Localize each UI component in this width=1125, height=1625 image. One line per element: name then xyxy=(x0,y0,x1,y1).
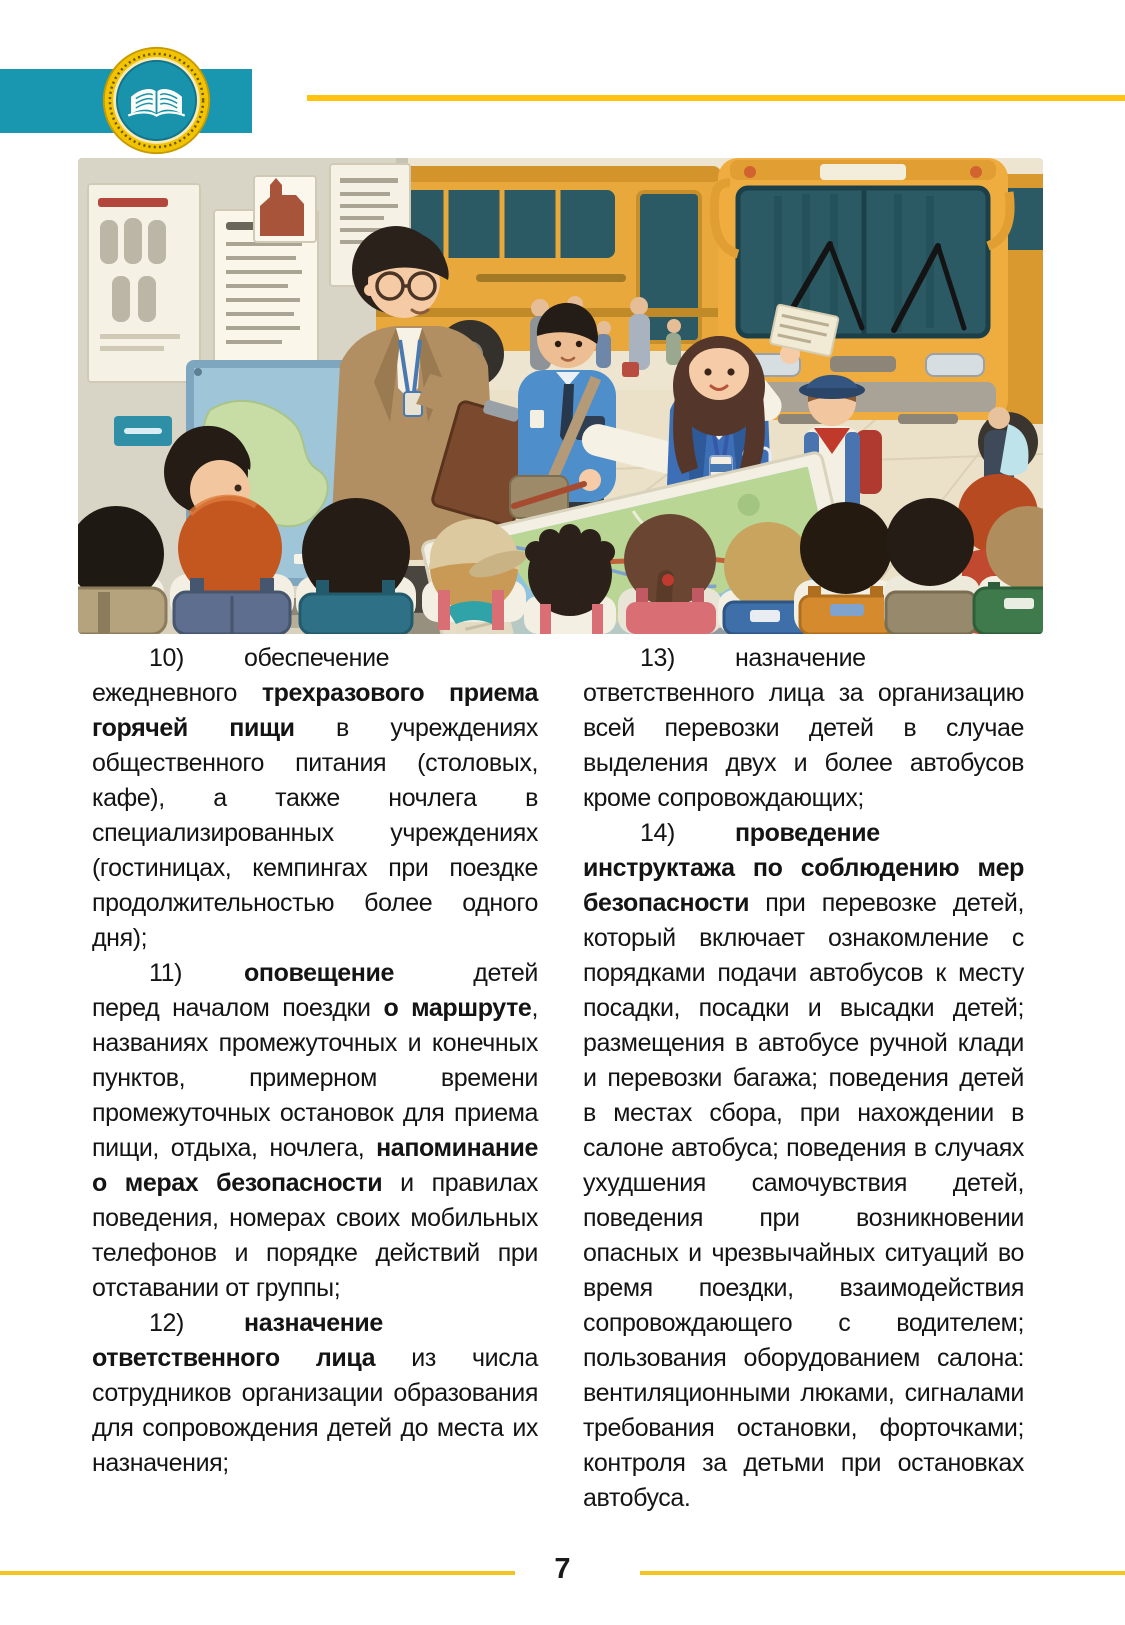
paragraph-number: 11) xyxy=(149,959,183,987)
paragraph-number: 12) xyxy=(149,1309,184,1337)
headlight-right xyxy=(926,354,984,376)
trip-briefing-illustration xyxy=(78,158,1043,634)
text-run: из числа сотрудников организации образования для сопровождения детей до места их назначения; xyxy=(92,1344,538,1477)
child-orange-backpack xyxy=(794,502,898,634)
text-run-bold: о маршруте xyxy=(383,994,532,1022)
text-run: , названиях промежуточных и конечных пунктов, примерном времени промежуточных остановок для приема пищи, отдыха, ночлега, xyxy=(92,994,538,1162)
text-run-bold: назначение ответственного лица xyxy=(92,1309,383,1372)
footer-rule-right xyxy=(640,1571,1125,1575)
text-column-left xyxy=(92,641,538,1481)
text-run: детей перед началом поездки xyxy=(92,959,538,1022)
child-khaki-backpack xyxy=(78,506,166,634)
text-run: при перевозке детей, который включает ознакомление с порядками подачи автобусов к месту посадки, посадки и высадки детей; размещения в автобусе ручной клади и перевозки багажа; поведения детей в местах сбора, при нахождении в салоне автобуса; поведения в случаях ухудшения самочувствия детей, поведения при возникновении опасных и чрезвычайных ситуаций во время поездки, взаимодействия сопровождающего с водителем; пользования оборудованием салона: вентиляционными люками, сигналами требования остановки, форточками; контроля за детьми при остановках автобуса. xyxy=(583,889,1024,1512)
child-grey-backpack xyxy=(884,498,980,634)
text-run: назначение ответственного лица за организацию всей перевозки детей в случае выделения двух и более автобусов кроме сопровождающих; xyxy=(583,644,1024,812)
bus-side-lettering xyxy=(476,274,626,282)
child-teal-backpack xyxy=(296,498,416,634)
text-run: и правилах поведения, номерах своих мобильных телефонов и порядке действий при отставании от группы; xyxy=(92,1169,538,1302)
ministry-emblem-logo xyxy=(100,44,213,157)
paragraph-item-12 xyxy=(92,1306,538,1481)
illustration-canvas xyxy=(78,158,1043,634)
page-number: 7 xyxy=(554,1553,571,1585)
paragraph-item-11 xyxy=(92,956,538,1306)
text-run-bold: оповещение xyxy=(244,959,394,987)
paragraph-item-10 xyxy=(92,641,538,956)
paragraph-number: 13) xyxy=(640,644,675,672)
paragraph-item-14 xyxy=(583,816,1024,1516)
paragraph-number: 10) xyxy=(149,644,184,672)
text-run-bold: трехразового приема горячей пищи xyxy=(92,679,538,742)
text-run-bold: проведение инструктажа по соблюдению мер безопасности xyxy=(583,819,1024,917)
paragraph-number: 14) xyxy=(640,819,675,847)
child-ponytail xyxy=(618,514,722,634)
paragraph-item-13 xyxy=(583,641,1024,816)
destination-sign xyxy=(820,164,906,180)
text-run: обеспечение ежедневного xyxy=(92,644,390,707)
text-column-right xyxy=(583,641,1024,1516)
text-run: в учреждениях общественного питания (столовых, кафе), а также ночлега в специализированных учреждениях (гостиницах, кемпингах при поездке продолжительностью более одного дня); xyxy=(92,714,539,952)
text-run-bold: напоминание о мерах безопасности xyxy=(92,1134,538,1197)
emblem-center xyxy=(117,61,196,140)
header-rule xyxy=(307,95,1125,101)
